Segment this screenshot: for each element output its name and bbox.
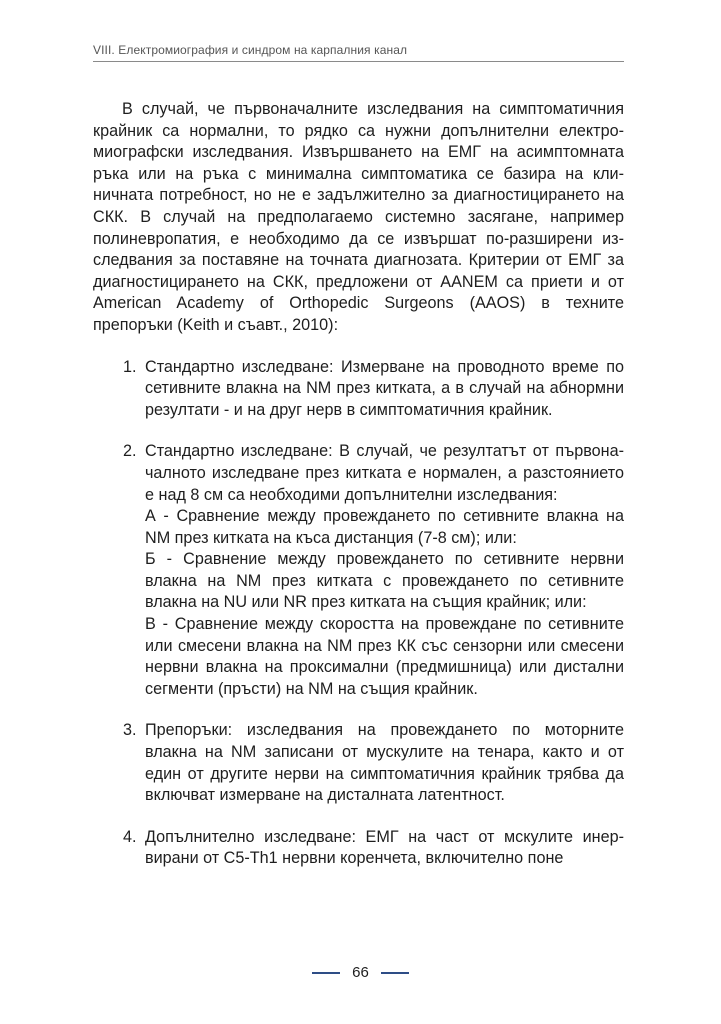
list-item-text: Препоръки: изследвания на провеждането по моторните влакна на NM записани от мускулите на тенара, както и от един от другите нерви на симптоматичния крайник трябва да включват измерване на дисталната латентност. [145, 721, 624, 805]
list-item-number: 1. [123, 357, 137, 376]
header-divider [93, 61, 624, 62]
list-item [93, 441, 624, 700]
list-item-number: 4. [123, 827, 137, 846]
list-item [93, 827, 624, 870]
list-item-text: Стандартно изследване: Измерване на проводното време по сетивните влакна на NM през китката, а в случай на абнормни резултати - и на друг нерв в симптоматичния крайник. [145, 357, 624, 419]
sub-item-b: Б - Сравнение между провеждането по сетивните нервни влакна на NM през китката с провеждането по сетивните влакна на NU или NR през китката на същия крайник; или: [145, 550, 624, 612]
list-item-text: Стандартно изследване: В случай, че резултатът от първоначалното изследване през китката е нормален, а разстоянието е над 8 см са необходими допълнителни изследвания: [145, 442, 624, 504]
footer-rule-left [312, 972, 340, 974]
list-item [93, 357, 624, 422]
criteria-list [93, 357, 624, 870]
list-item-number: 3. [123, 721, 137, 740]
page-number: 66 [352, 964, 369, 981]
sub-item-c: В - Сравнение между скоростта на провеждане по сетивните или смесени влакна на NM през КК със сензорни или смесени нервни влакна на проксимални (предмишница) или дистални сегменти (пръсти) на NM на същия крайник. [145, 615, 624, 698]
intro-paragraph: В случай, че първоначалните изследвания на симптоматичния крайник са нормални, то рядко са нужни допълнителни електромиографски изследвания. Извършването на ЕМГ на асимптомната ръка или на ръка с минимална симптоматика се базира на клиничната потребност, но не е задължително за диагностицирането на СКК. В случай на предполагаемо системно засягане, например полиневропатия, е необходимо да се извършат по-разширени изследвания за поставяне на точната диагнозата. Критерии от ЕМГ за диагностицирането на СКК, предложени от AANEM са приети и от American Academy of Orthopedic Surgeons (AAOS) в техните препоръки (Keith и съавт., 2010): [93, 100, 624, 334]
list-item-number: 2. [123, 442, 137, 461]
list-item-text: Допълнително изследване: ЕМГ на част от мскулите инервирани от C5-Th1 нервни коренчета, включително поне [145, 827, 624, 868]
list-item [93, 720, 624, 806]
body-text [93, 99, 624, 890]
running-header: VIII. Електромиография и синдром на карпалния канал [93, 43, 408, 57]
page-footer [0, 964, 721, 981]
sub-item-a: А - Сравнение между провеждането по сетивните влакна на NM през китката на къса дистанция (7-8 см); или: [145, 507, 624, 547]
footer-rule-right [381, 972, 409, 974]
